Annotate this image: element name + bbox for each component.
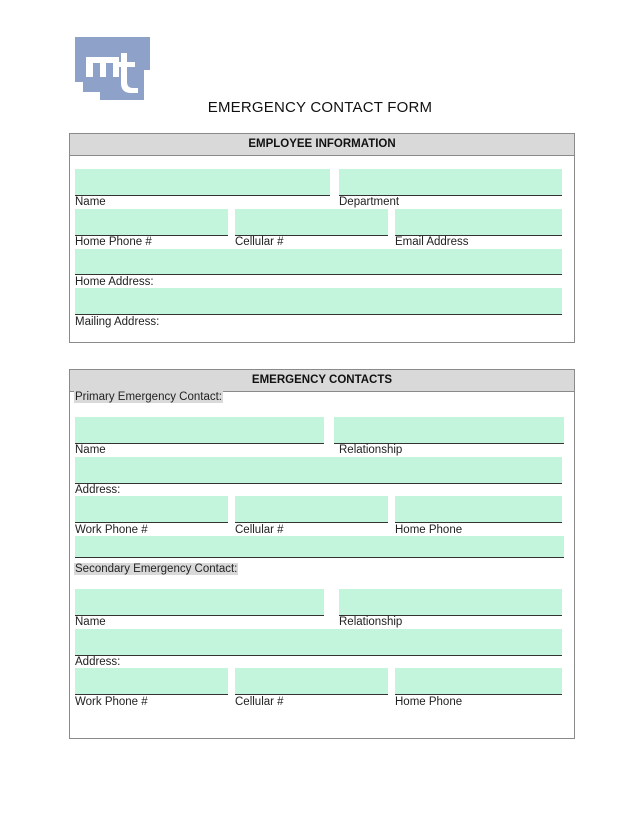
secondary-work-phone-label: Work Phone #	[75, 696, 148, 708]
employee-information-header: EMPLOYEE INFORMATION	[70, 134, 574, 156]
employee-email-label: Email Address	[395, 236, 469, 248]
employee-cellular-field[interactable]	[235, 209, 388, 236]
employee-department-label: Department	[339, 196, 400, 208]
secondary-address-field[interactable]	[75, 629, 562, 656]
employee-home-phone-label: Home Phone #	[75, 236, 152, 248]
secondary-cellular-label: Cellular #	[235, 696, 284, 708]
primary-name-label: Name	[75, 444, 106, 456]
employee-mailing-address-field[interactable]	[75, 288, 562, 315]
primary-address-label: Address:	[75, 484, 121, 496]
employee-email-field[interactable]	[395, 209, 562, 236]
primary-contact-title: Primary Emergency Contact:	[75, 391, 222, 403]
form-title: EMERGENCY CONTACT FORM	[207, 99, 433, 116]
secondary-contact-title: Secondary Emergency Contact:	[75, 563, 238, 575]
primary-home-phone-field[interactable]	[395, 496, 562, 523]
primary-cellular-label: Cellular #	[235, 524, 284, 536]
secondary-home-phone-label: Home Phone	[395, 696, 463, 708]
primary-relationship-field[interactable]	[334, 417, 564, 444]
employee-name-label: Name	[75, 196, 106, 208]
primary-work-phone-label: Work Phone #	[75, 524, 148, 536]
secondary-cellular-field[interactable]	[235, 668, 388, 695]
employee-cellular-label: Cellular #	[235, 236, 284, 248]
primary-cellular-field[interactable]	[235, 496, 388, 523]
employee-mailing-address-label: Mailing Address:	[75, 316, 160, 328]
mt-logo-icon	[75, 37, 151, 100]
primary-relationship-label: Relationship	[339, 444, 403, 456]
employee-home-phone-field[interactable]	[75, 209, 228, 236]
company-logo	[75, 37, 151, 100]
employee-department-field[interactable]	[339, 169, 562, 196]
primary-address-field[interactable]	[75, 457, 562, 484]
primary-name-field[interactable]	[75, 417, 324, 444]
employee-home-address-field[interactable]	[75, 249, 562, 275]
secondary-name-label: Name	[75, 616, 106, 628]
primary-extra-field[interactable]	[75, 536, 564, 558]
secondary-relationship-field[interactable]	[339, 589, 562, 616]
primary-home-phone-label: Home Phone	[395, 524, 463, 536]
secondary-name-field[interactable]	[75, 589, 324, 616]
employee-home-address-label: Home Address:	[75, 276, 154, 288]
employee-name-field[interactable]	[75, 169, 330, 196]
secondary-home-phone-field[interactable]	[395, 668, 562, 695]
emergency-contacts-header: EMERGENCY CONTACTS	[70, 370, 574, 392]
secondary-address-label: Address:	[75, 656, 121, 668]
secondary-relationship-label: Relationship	[339, 616, 403, 628]
primary-work-phone-field[interactable]	[75, 496, 228, 523]
secondary-work-phone-field[interactable]	[75, 668, 228, 695]
